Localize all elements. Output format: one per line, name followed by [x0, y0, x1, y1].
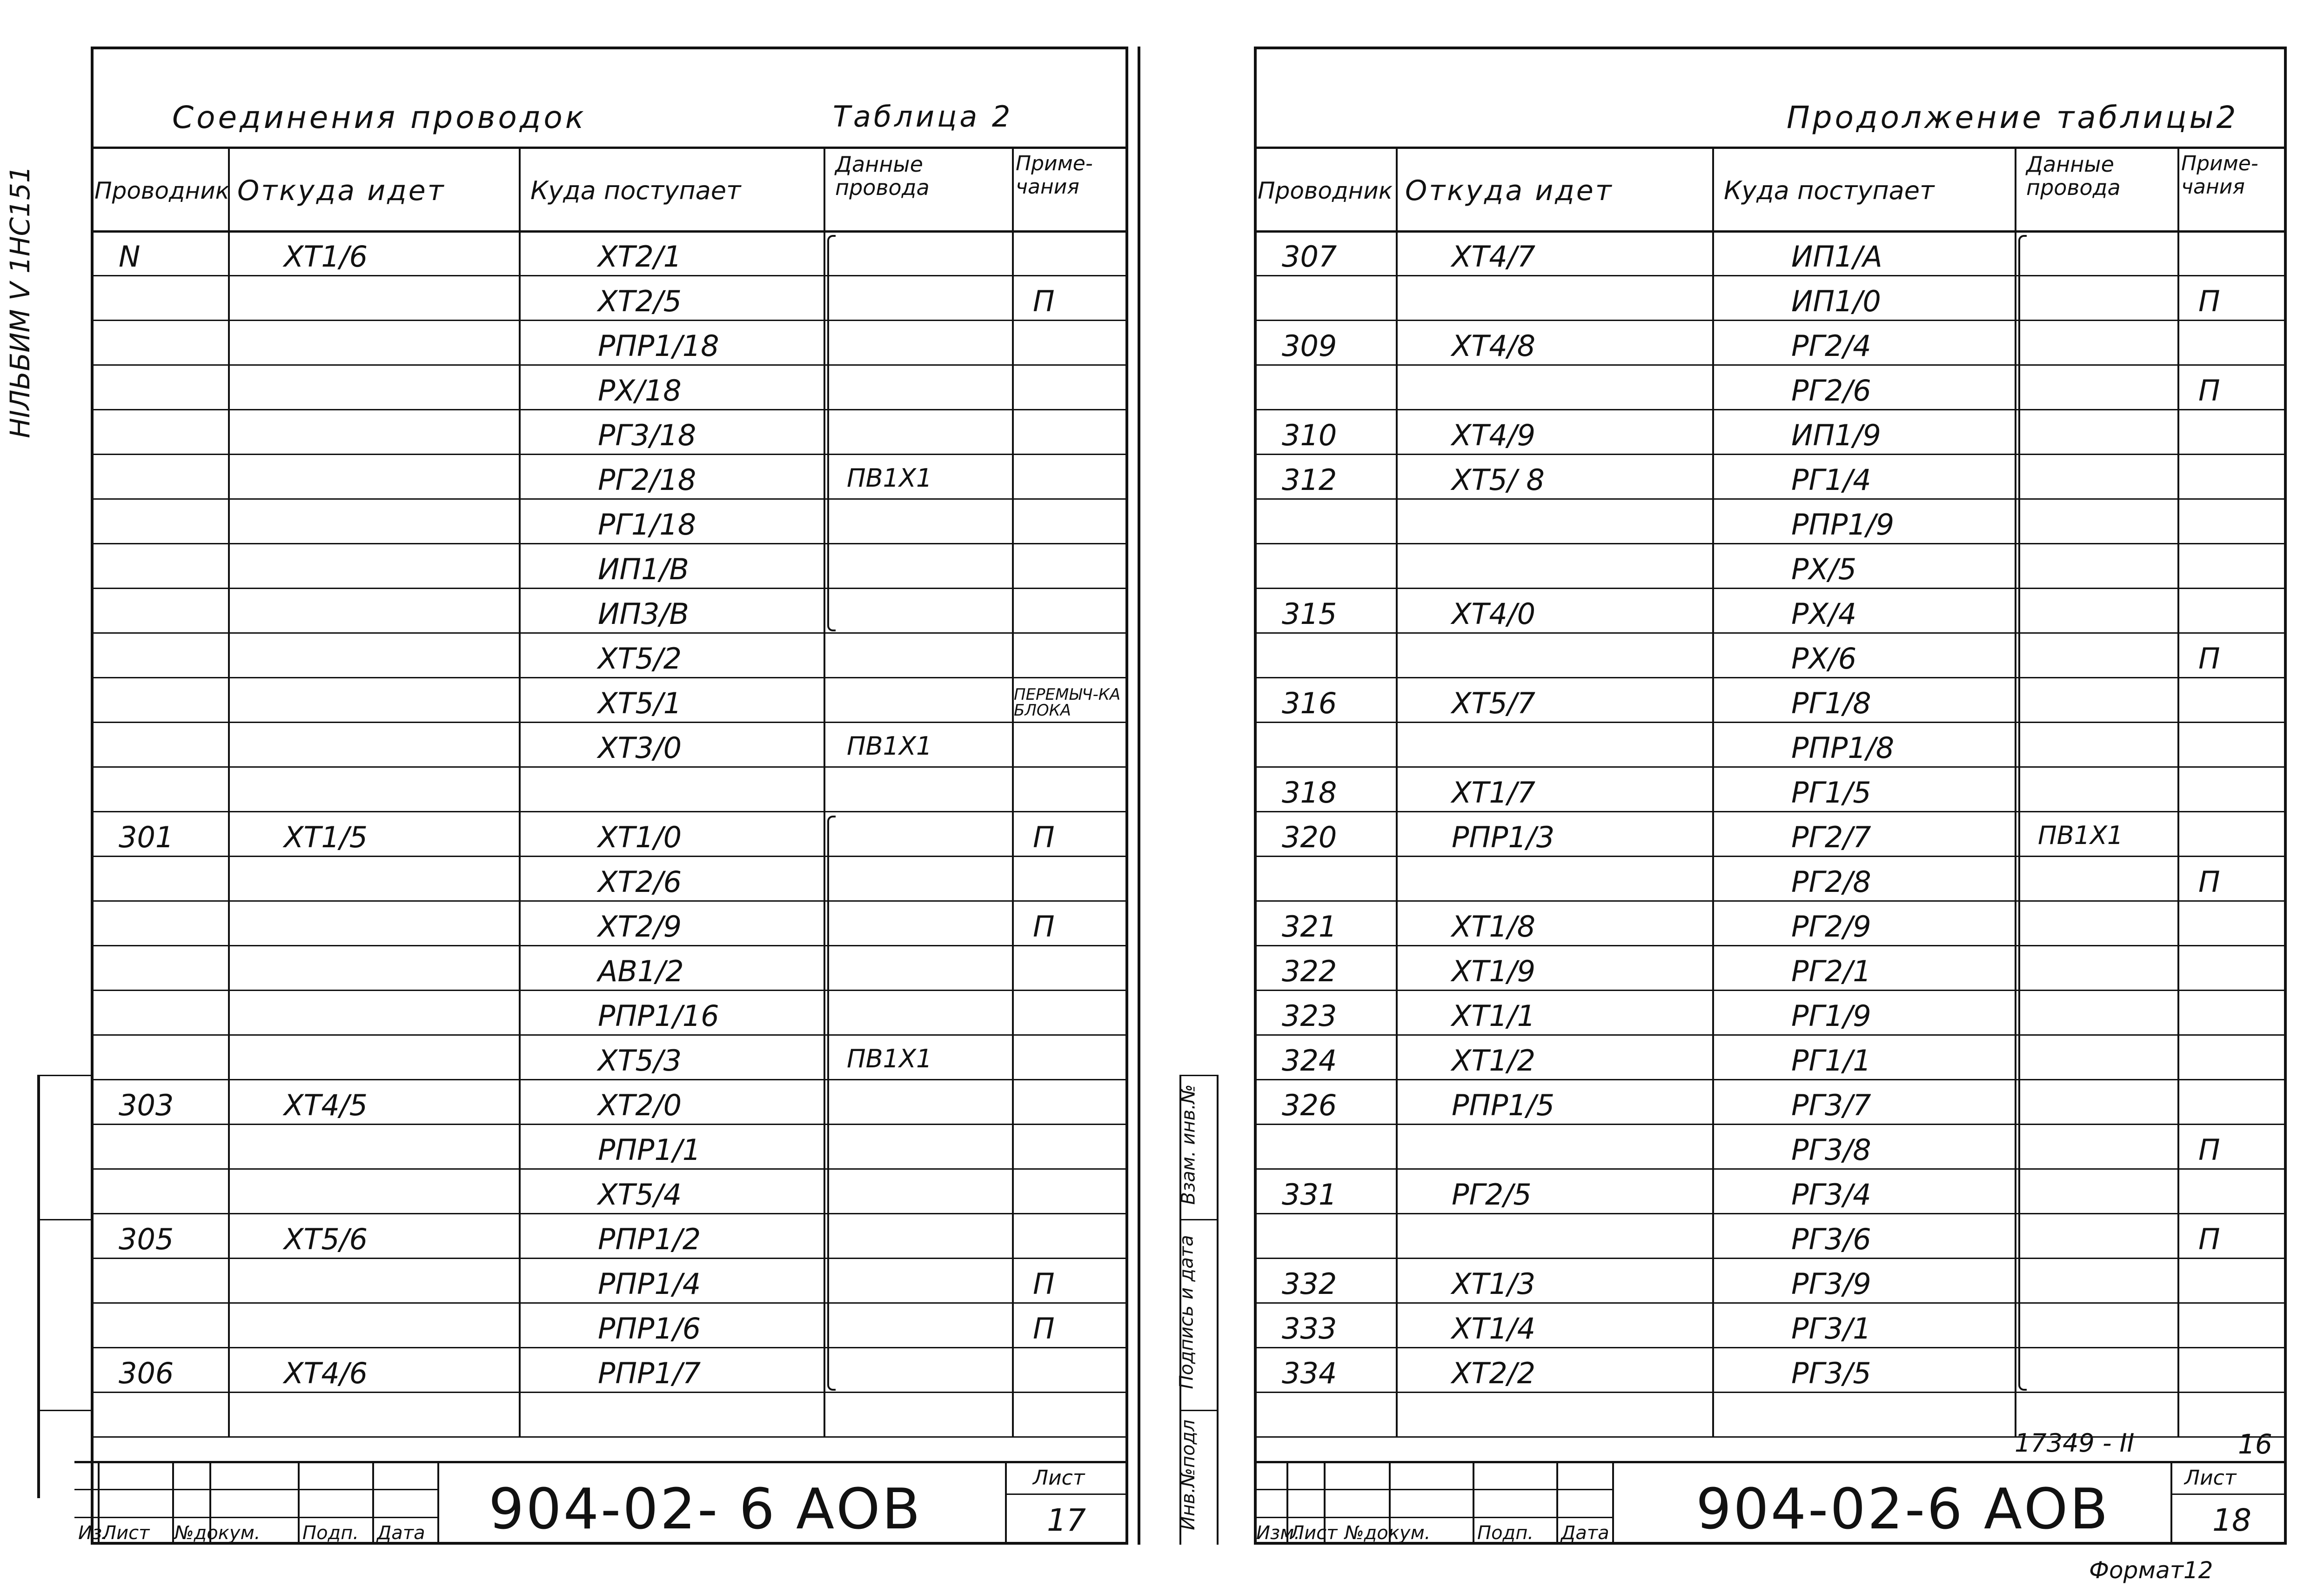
row-rule: [1254, 945, 2287, 946]
from-cell: XT1/1: [1452, 999, 1536, 1033]
to-cell: XT2/1: [598, 240, 682, 274]
row-rule: [91, 1347, 1128, 1348]
to-cell: РГ3/18: [598, 418, 697, 452]
row-rule: [91, 766, 1128, 768]
to-cell: РХ/18: [598, 374, 682, 408]
row-rule: [91, 364, 1128, 366]
header-note-2: чания: [1016, 175, 1079, 199]
to-cell: РГ1/4: [1791, 463, 1871, 497]
row-rule: [91, 1258, 1128, 1259]
margin-tick: [37, 1219, 93, 1220]
wire-cell: 324: [1282, 1044, 1337, 1078]
to-cell: XT2/6: [598, 865, 682, 899]
row-rule: [1254, 1347, 2287, 1348]
data-cell: ПВ1Х1: [2038, 821, 2123, 850]
wire-cell: 326: [1282, 1088, 1337, 1122]
from-cell: XT5/ 8: [1452, 463, 1545, 497]
wire-cell: 303: [119, 1088, 174, 1122]
to-cell: РПР1/6: [598, 1312, 701, 1346]
row-rule: [1254, 320, 2287, 321]
row-rule: [1254, 498, 2287, 500]
right-doc-number: 904-02-6 АОВ: [1696, 1477, 2110, 1542]
right-sheet-number: 18: [2212, 1502, 2251, 1538]
row-rule: [91, 811, 1128, 812]
row-rule: [91, 543, 1128, 544]
to-cell: РГ2/4: [1791, 329, 1871, 363]
stamp-col-sign: Подп.: [302, 1522, 359, 1544]
row-rule: [91, 945, 1128, 946]
from-cell: XT1/6: [284, 240, 368, 274]
to-cell: РГ3/8: [1791, 1133, 1871, 1167]
from-cell: XT5/7: [1452, 686, 1536, 720]
wire-cell: 320: [1282, 820, 1337, 854]
from-cell: XT1/5: [284, 820, 368, 854]
stamp-col-doc: №докум.: [1345, 1522, 1431, 1544]
right-side-strip: [1176, 1075, 1217, 1545]
label-signature-date: Подпись и дата: [1176, 1235, 1198, 1389]
to-cell: РГ3/4: [1791, 1178, 1871, 1212]
row-rule: [1254, 409, 2287, 410]
column-rule: [1012, 147, 1014, 1436]
row-rule: [1254, 766, 2287, 768]
row-rule: [91, 230, 1128, 233]
to-cell: РПР1/7: [598, 1356, 701, 1390]
row-rule: [1254, 364, 2287, 366]
row-rule: [1254, 588, 2287, 589]
row-rule: [1254, 1258, 2287, 1259]
right-sheet-frame: [1254, 47, 2287, 1545]
from-cell: РГ2/5: [1452, 1178, 1532, 1212]
row-rule: [1254, 275, 2287, 276]
row-rule: [91, 722, 1128, 723]
row-rule: [1254, 543, 2287, 544]
from-cell: XT2/2: [1452, 1356, 1536, 1390]
wire-cell: 310: [1282, 418, 1337, 452]
to-cell: РГ1/8: [1791, 686, 1871, 720]
header-wire: Проводник: [94, 177, 229, 204]
stamp-col-list: Лист: [1290, 1522, 1338, 1544]
row-rule: [91, 856, 1128, 857]
margin-tick: [37, 1075, 93, 1076]
header-data-2: провода: [835, 175, 930, 200]
wire-cell: 321: [1282, 910, 1337, 944]
header-wire: Проводник: [1258, 177, 1393, 204]
to-cell: XT2/0: [598, 1088, 682, 1122]
stamp-col-date: Дата: [377, 1522, 425, 1544]
row-rule: [1254, 990, 2287, 991]
to-cell: РГ3/7: [1791, 1088, 1871, 1122]
row-rule: [91, 677, 1128, 678]
wire-cell: 322: [1282, 954, 1337, 988]
row-rule: [1254, 1168, 2287, 1170]
note-cell: П: [2198, 1222, 2220, 1256]
to-cell: РГ3/5: [1791, 1356, 1871, 1390]
row-rule: [91, 900, 1128, 902]
to-cell: XT5/1: [598, 686, 682, 720]
left-sheet-number: 17: [1047, 1502, 1086, 1538]
to-cell: XT5/4: [598, 1178, 682, 1212]
note-cell: ПЕРЕМЫЧ-КА БЛОКА: [1014, 685, 1121, 720]
wire-cell: 312: [1282, 463, 1337, 497]
header-note-1: Приме-: [2181, 152, 2258, 175]
note-cell: П: [2198, 1133, 2220, 1167]
to-cell: РПР1/1: [598, 1133, 701, 1167]
to-cell: РГ1/9: [1791, 999, 1871, 1033]
to-cell: ИП1/0: [1791, 284, 1881, 318]
from-cell: XT4/5: [284, 1088, 368, 1122]
wire-cell: 323: [1282, 999, 1337, 1033]
wire-group-brace: [2018, 235, 2027, 1391]
to-cell: РХ/6: [1791, 642, 1857, 676]
right-sheet-label: Лист: [2184, 1466, 2237, 1490]
wire-group-brace: [827, 235, 836, 631]
margin-tick: [37, 1410, 93, 1411]
wire-cell: N: [119, 240, 141, 274]
wire-cell: 332: [1282, 1267, 1337, 1301]
column-rule: [2177, 147, 2179, 1436]
from-cell: XT1/4: [1452, 1312, 1536, 1346]
row-rule: [91, 1079, 1128, 1080]
to-cell: РГ1/18: [598, 508, 697, 542]
column-rule: [824, 147, 825, 1436]
to-cell: РПР1/16: [598, 999, 719, 1033]
header-note-1: Приме-: [1016, 152, 1093, 175]
stamp-col-date: Дата: [1561, 1522, 1609, 1544]
from-cell: XT5/6: [284, 1222, 368, 1256]
to-cell: XT1/0: [598, 820, 682, 854]
page-number: 16: [2238, 1428, 2272, 1460]
archive-number: 17349 - II: [2015, 1428, 2135, 1458]
to-cell: РГ2/8: [1791, 865, 1871, 899]
note-cell: П: [1033, 284, 1055, 318]
stamp-col-doc: №докум.: [174, 1522, 261, 1544]
wire-cell: 315: [1282, 597, 1337, 631]
left-sheet-label: Лист: [1033, 1466, 1085, 1490]
column-rule: [1396, 147, 1398, 1436]
to-cell: РПР1/2: [598, 1222, 701, 1256]
format-label: Формат12: [2089, 1557, 2213, 1584]
note-cell: П: [1033, 910, 1055, 944]
header-data-1: Данные: [2026, 152, 2114, 177]
row-rule: [1254, 230, 2287, 233]
to-cell: РГ2/18: [598, 463, 697, 497]
from-cell: РПР1/3: [1452, 820, 1555, 854]
from-cell: XT4/9: [1452, 418, 1536, 452]
row-rule: [91, 990, 1128, 991]
row-rule: [1254, 1034, 2287, 1036]
header-to: Куда поступает: [530, 176, 741, 205]
row-rule: [1254, 632, 2287, 634]
column-rule: [228, 147, 230, 1436]
stamp-col-sign: Подп.: [1477, 1522, 1534, 1544]
header-data-2: провода: [2026, 175, 2121, 200]
row-rule: [1254, 677, 2287, 678]
row-rule: [91, 1213, 1128, 1214]
row-rule: [91, 498, 1128, 500]
sheet-divider: [1138, 47, 1140, 1545]
row-rule: [1254, 722, 2287, 723]
to-cell: XT5/2: [598, 642, 682, 676]
to-cell: XT2/5: [598, 284, 682, 318]
header-to: Куда поступает: [1724, 176, 1935, 205]
column-rule: [1712, 147, 1714, 1436]
to-cell: РГ3/9: [1791, 1267, 1871, 1301]
left-doc-number: 904-02- 6 АОВ: [489, 1477, 922, 1542]
label-replacement-inv: Взам. инв.№: [1178, 1084, 1199, 1205]
from-cell: XT1/2: [1452, 1044, 1536, 1078]
to-cell: РГ2/6: [1791, 374, 1871, 408]
column-rule: [2015, 147, 2016, 1436]
wire-cell: 334: [1282, 1356, 1337, 1390]
data-cell: ПВ1Х1: [847, 731, 932, 761]
row-rule: [1254, 1079, 2287, 1080]
to-cell: РГ3/6: [1791, 1222, 1871, 1256]
to-cell: РГ2/7: [1791, 820, 1871, 854]
note-cell: П: [2198, 865, 2220, 899]
row-rule: [1254, 1392, 2287, 1393]
note-cell: П: [2198, 642, 2220, 676]
note-cell: П: [1033, 1267, 1055, 1301]
note-cell: П: [1033, 1312, 1055, 1346]
to-cell: XT5/3: [598, 1044, 682, 1078]
wire-cell: 331: [1282, 1178, 1337, 1212]
row-rule: [1254, 1302, 2287, 1304]
header-note-2: чания: [2181, 175, 2245, 199]
wire-cell: 333: [1282, 1312, 1337, 1346]
to-cell: АВ1/2: [598, 954, 684, 988]
row-rule: [91, 275, 1128, 276]
column-rule: [519, 147, 521, 1436]
to-cell: XT3/0: [598, 731, 682, 765]
to-cell: ИП1/А: [1791, 240, 1882, 274]
from-cell: XT1/8: [1452, 910, 1536, 944]
row-rule: [91, 1392, 1128, 1393]
wire-cell: 318: [1282, 776, 1337, 810]
row-rule: [91, 454, 1128, 455]
row-rule: [91, 320, 1128, 321]
row-rule: [1254, 1213, 2287, 1214]
to-cell: ИП1/В: [598, 552, 689, 586]
to-cell: РХ/4: [1791, 597, 1857, 631]
to-cell: РПР1/4: [598, 1267, 701, 1301]
wire-cell: 301: [119, 820, 174, 854]
to-cell: РГ2/1: [1791, 954, 1871, 988]
left-sheet-title: Соединения проводок: [172, 100, 587, 135]
to-cell: ИП1/9: [1791, 418, 1881, 452]
header-from: Откуда идет: [1405, 174, 1614, 207]
to-cell: РХ/5: [1791, 552, 1857, 586]
from-cell: XT4/8: [1452, 329, 1536, 363]
margin-archive-stamp: НІЛЬБИМ V 1НС151: [4, 166, 36, 438]
to-cell: РПР1/8: [1791, 731, 1895, 765]
left-table-label: Таблица 2: [833, 100, 1013, 134]
row-rule: [1254, 147, 2287, 149]
right-sheet-title: Продолжение таблицы2: [1787, 100, 2239, 135]
row-rule: [91, 1302, 1128, 1304]
row-rule: [91, 588, 1128, 589]
from-cell: XT4/0: [1452, 597, 1536, 631]
from-cell: XT4/6: [284, 1356, 368, 1390]
row-rule: [1254, 811, 2287, 812]
left-title-block: [74, 1461, 1128, 1545]
right-title-block: [1254, 1461, 2287, 1545]
to-cell: РПР1/9: [1791, 508, 1895, 542]
from-cell: XT1/3: [1452, 1267, 1536, 1301]
row-rule: [1254, 900, 2287, 902]
row-rule: [91, 147, 1128, 149]
wire-cell: 305: [119, 1222, 174, 1256]
note-cell: П: [2198, 374, 2220, 408]
margin-line: [37, 1075, 40, 1498]
to-cell: ИП3/В: [598, 597, 689, 631]
to-cell: РПР1/18: [598, 329, 719, 363]
wire-cell: 316: [1282, 686, 1337, 720]
from-cell: РПР1/5: [1452, 1088, 1555, 1122]
to-cell: РГ2/9: [1791, 910, 1871, 944]
wire-cell: 309: [1282, 329, 1337, 363]
data-cell: ПВ1Х1: [847, 463, 932, 493]
row-rule: [91, 409, 1128, 410]
row-rule: [1254, 1124, 2287, 1125]
row-rule: [1254, 454, 2287, 455]
to-cell: РГ1/5: [1791, 776, 1871, 810]
row-rule: [91, 1124, 1128, 1125]
wire-cell: 307: [1282, 240, 1337, 274]
wire-cell: 306: [119, 1356, 174, 1390]
data-cell: ПВ1Х1: [847, 1044, 932, 1073]
stamp-col-list: Лист: [102, 1522, 150, 1544]
note-cell: П: [2198, 284, 2220, 318]
from-cell: XT4/7: [1452, 240, 1536, 274]
row-rule: [91, 632, 1128, 634]
wire-group-brace: [827, 816, 836, 1391]
row-rule: [1254, 856, 2287, 857]
label-orig-inv: Инв.№подл: [1177, 1420, 1199, 1530]
note-cell: П: [1033, 820, 1055, 854]
header-data-1: Данные: [835, 152, 923, 177]
to-cell: РГ1/1: [1791, 1044, 1871, 1078]
stamp-col-izm: Из.: [78, 1522, 108, 1544]
row-rule: [91, 1034, 1128, 1036]
from-cell: XT1/9: [1452, 954, 1536, 988]
to-cell: РГ3/1: [1791, 1312, 1871, 1346]
from-cell: XT1/7: [1452, 776, 1536, 810]
stamp-col-izm: Изм.: [1256, 1522, 1300, 1544]
header-from: Откуда идет: [237, 174, 446, 207]
row-rule: [91, 1436, 1128, 1438]
to-cell: XT2/9: [598, 910, 682, 944]
row-rule: [91, 1168, 1128, 1170]
